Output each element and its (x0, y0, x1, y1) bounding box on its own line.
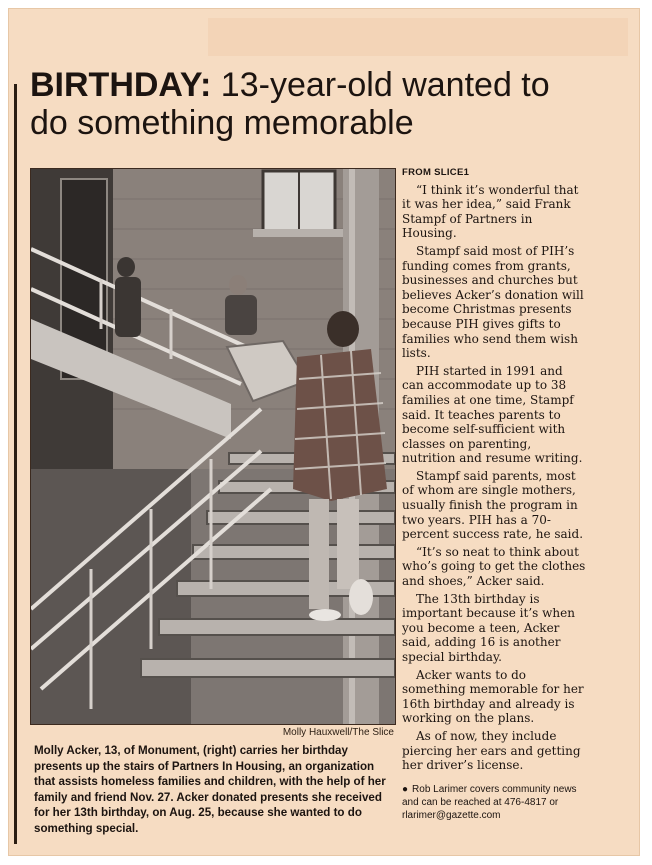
photo-caption: Molly Acker, 13, of Monument, (right) carries her birthday presents up the stairs of Partners In Housing, an organization that assists homeless families and children, with the help of her family and friend Nov. 27. Acker donated presents she received for her 13th birthday, on Aug. 25, because she wanted to do something special. (34, 744, 386, 835)
article-paragraph: “It’s so neat to think about who’s going to get the clothes and shoes,” Acker said. (402, 544, 586, 589)
article-paragraph: The 13th birthday is important because it’s when you become a teen, Acker said, adding 16 is another special birthday. (402, 591, 575, 664)
byline-text: Rob Larimer covers community news and can be reached at 476-4817 or rlarimer@gazette.com (402, 783, 577, 821)
headline (30, 66, 590, 142)
article-paragraph: Acker wants to do something memorable for her 16th birthday and already is working on the plans. (402, 667, 584, 726)
column-rule (14, 84, 17, 844)
photo-credit: Molly Hauxwell/The Slice (282, 727, 394, 738)
article-paragraph: Stampf said parents, most of whom are single mothers, usually finish the program in two years. PIH has a 70-percent success rate, he said. (402, 468, 584, 542)
headline-kicker: BIRTHDAY: (30, 66, 212, 104)
author-byline (402, 783, 586, 822)
article-paragraph: As of now, they include piercing her ears and getting her driver’s license. (402, 728, 581, 773)
stairs-photo (30, 168, 396, 725)
article-paragraph: “I think it’s wonderful that it was her idea,” said Frank Stampf of Partners in Housing. (402, 182, 579, 241)
headline-title: 13-year-old wanted to do something memorable (30, 66, 550, 142)
bullet-icon: ● (402, 783, 409, 795)
paper-strip (208, 18, 628, 56)
article-paragraph: Stampf said most of PIH’s funding comes from grants, businesses and churches but believes Acker’s donation will become Christmas presents because PIH gives gifts to families who send them wish lists. (402, 243, 584, 361)
article-paragraph: PIH started in 1991 and can accommodate up to 38 families at one time, Stampf said. It teaches parents to become self-sufficient with classes on parenting, nutrition and resume writing. (402, 363, 583, 466)
jump-line: FROM SLICE1 (402, 167, 470, 178)
stairs-photo-graphic (31, 169, 395, 724)
article-column (402, 166, 586, 822)
